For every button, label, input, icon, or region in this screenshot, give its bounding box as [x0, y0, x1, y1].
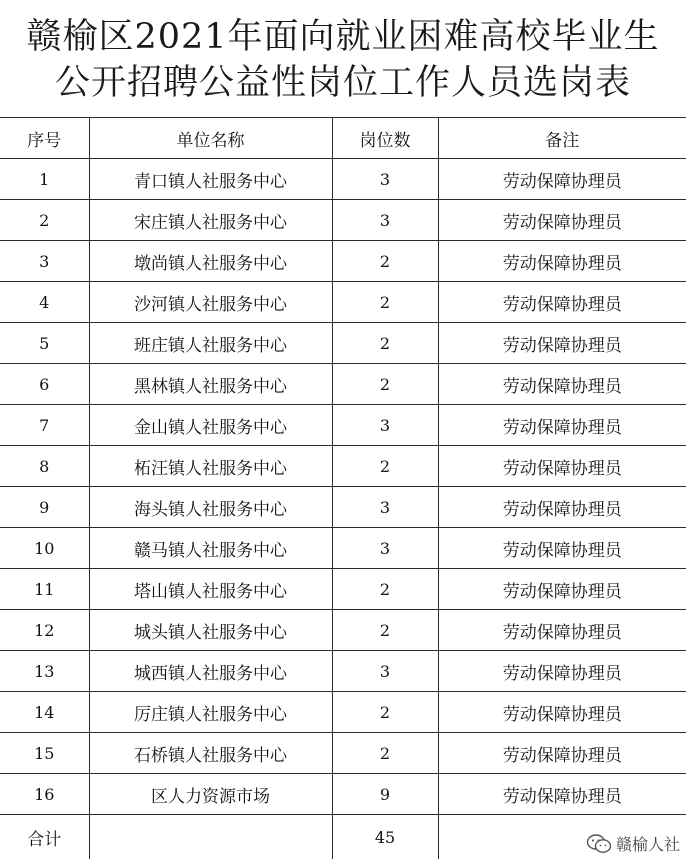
- table-row: [0, 569, 686, 610]
- cell-unit-name: 赣马镇人社服务中心: [89, 528, 332, 569]
- table-row: [0, 487, 686, 528]
- cell-index: 11: [0, 569, 89, 610]
- cell-position-count: 2: [332, 733, 438, 774]
- table-row: [0, 405, 686, 446]
- cell-position-count: 3: [332, 487, 438, 528]
- positions-table: [0, 117, 686, 859]
- cell-remark: 劳动保障协理员: [438, 241, 686, 282]
- header-unit-name: 单位名称: [89, 118, 332, 159]
- cell-unit-name: 金山镇人社服务中心: [89, 405, 332, 446]
- title-line-2: 公开招聘公益性岗位工作人员选岗表: [54, 63, 631, 103]
- table-row: [0, 610, 686, 651]
- cell-unit-name: 宋庄镇人社服务中心: [89, 200, 332, 241]
- cell-remark: 劳动保障协理员: [438, 610, 686, 651]
- wechat-icon: [586, 833, 612, 855]
- watermark: [586, 832, 680, 855]
- cell-position-count: 2: [332, 323, 438, 364]
- cell-remark: 劳动保障协理员: [438, 446, 686, 487]
- cell-unit-name: 黑林镇人社服务中心: [89, 364, 332, 405]
- cell-unit-name: 班庄镇人社服务中心: [89, 323, 332, 364]
- table-row: [0, 692, 686, 733]
- cell-remark: 劳动保障协理员: [438, 651, 686, 692]
- cell-index: 15: [0, 733, 89, 774]
- table-row: [0, 774, 686, 815]
- table-row: [0, 446, 686, 487]
- cell-remark: 劳动保障协理员: [438, 159, 686, 200]
- table-row: [0, 528, 686, 569]
- total-count: 45: [332, 815, 438, 860]
- cell-remark: 劳动保障协理员: [438, 692, 686, 733]
- cell-index: 8: [0, 446, 89, 487]
- table-row: [0, 159, 686, 200]
- cell-position-count: 9: [332, 774, 438, 815]
- cell-unit-name: 厉庄镇人社服务中心: [89, 692, 332, 733]
- cell-remark: 劳动保障协理员: [438, 323, 686, 364]
- table-header-row: [0, 118, 686, 159]
- cell-remark: 劳动保障协理员: [438, 487, 686, 528]
- cell-unit-name: 青口镇人社服务中心: [89, 159, 332, 200]
- cell-index: 13: [0, 651, 89, 692]
- cell-remark: 劳动保障协理员: [438, 569, 686, 610]
- cell-index: 3: [0, 241, 89, 282]
- cell-index: 4: [0, 282, 89, 323]
- table-row: [0, 364, 686, 405]
- cell-unit-name: 沙河镇人社服务中心: [89, 282, 332, 323]
- cell-index: 7: [0, 405, 89, 446]
- table-row: [0, 282, 686, 323]
- table-row: [0, 241, 686, 282]
- cell-position-count: 3: [332, 200, 438, 241]
- watermark-text: 赣榆人社: [615, 835, 680, 854]
- cell-index: 2: [0, 200, 89, 241]
- cell-remark: 劳动保障协理员: [438, 282, 686, 323]
- cell-index: 5: [0, 323, 89, 364]
- cell-unit-name: 海头镇人社服务中心: [89, 487, 332, 528]
- cell-remark: 劳动保障协理员: [438, 733, 686, 774]
- cell-position-count: 2: [332, 282, 438, 323]
- cell-unit-name: 柘汪镇人社服务中心: [89, 446, 332, 487]
- cell-index: 12: [0, 610, 89, 651]
- cell-unit-name: 区人力资源市场: [89, 774, 332, 815]
- cell-position-count: 3: [332, 528, 438, 569]
- cell-remark: 劳动保障协理员: [438, 405, 686, 446]
- table-row: [0, 651, 686, 692]
- cell-index: 6: [0, 364, 89, 405]
- cell-index: 14: [0, 692, 89, 733]
- cell-position-count: 2: [332, 610, 438, 651]
- table-row: [0, 323, 686, 364]
- cell-position-count: 3: [332, 651, 438, 692]
- total-unit: [89, 815, 332, 860]
- page-title: [0, 14, 686, 106]
- cell-unit-name: 城头镇人社服务中心: [89, 610, 332, 651]
- header-index: 序号: [0, 118, 89, 159]
- table-row: [0, 200, 686, 241]
- cell-unit-name: 墩尚镇人社服务中心: [89, 241, 332, 282]
- cell-position-count: 2: [332, 364, 438, 405]
- cell-index: 16: [0, 774, 89, 815]
- cell-index: 10: [0, 528, 89, 569]
- cell-position-count: 2: [332, 241, 438, 282]
- cell-index: 1: [0, 159, 89, 200]
- cell-remark: 劳动保障协理员: [438, 364, 686, 405]
- cell-unit-name: 城西镇人社服务中心: [89, 651, 332, 692]
- cell-position-count: 2: [332, 569, 438, 610]
- cell-remark: 劳动保障协理员: [438, 528, 686, 569]
- cell-remark: 劳动保障协理员: [438, 200, 686, 241]
- header-remark: 备注: [438, 118, 686, 159]
- cell-unit-name: 塔山镇人社服务中心: [89, 569, 332, 610]
- cell-unit-name: 石桥镇人社服务中心: [89, 733, 332, 774]
- cell-position-count: 2: [332, 692, 438, 733]
- cell-index: 9: [0, 487, 89, 528]
- cell-position-count: 2: [332, 446, 438, 487]
- cell-remark: 劳动保障协理员: [438, 774, 686, 815]
- cell-position-count: 3: [332, 159, 438, 200]
- title-line-1: 赣榆区2021年面向就业困难高校毕业生: [26, 17, 660, 57]
- cell-position-count: 3: [332, 405, 438, 446]
- header-position-count: 岗位数: [332, 118, 438, 159]
- table-total-row: [0, 815, 686, 860]
- total-label: 合计: [0, 815, 89, 860]
- table-row: [0, 733, 686, 774]
